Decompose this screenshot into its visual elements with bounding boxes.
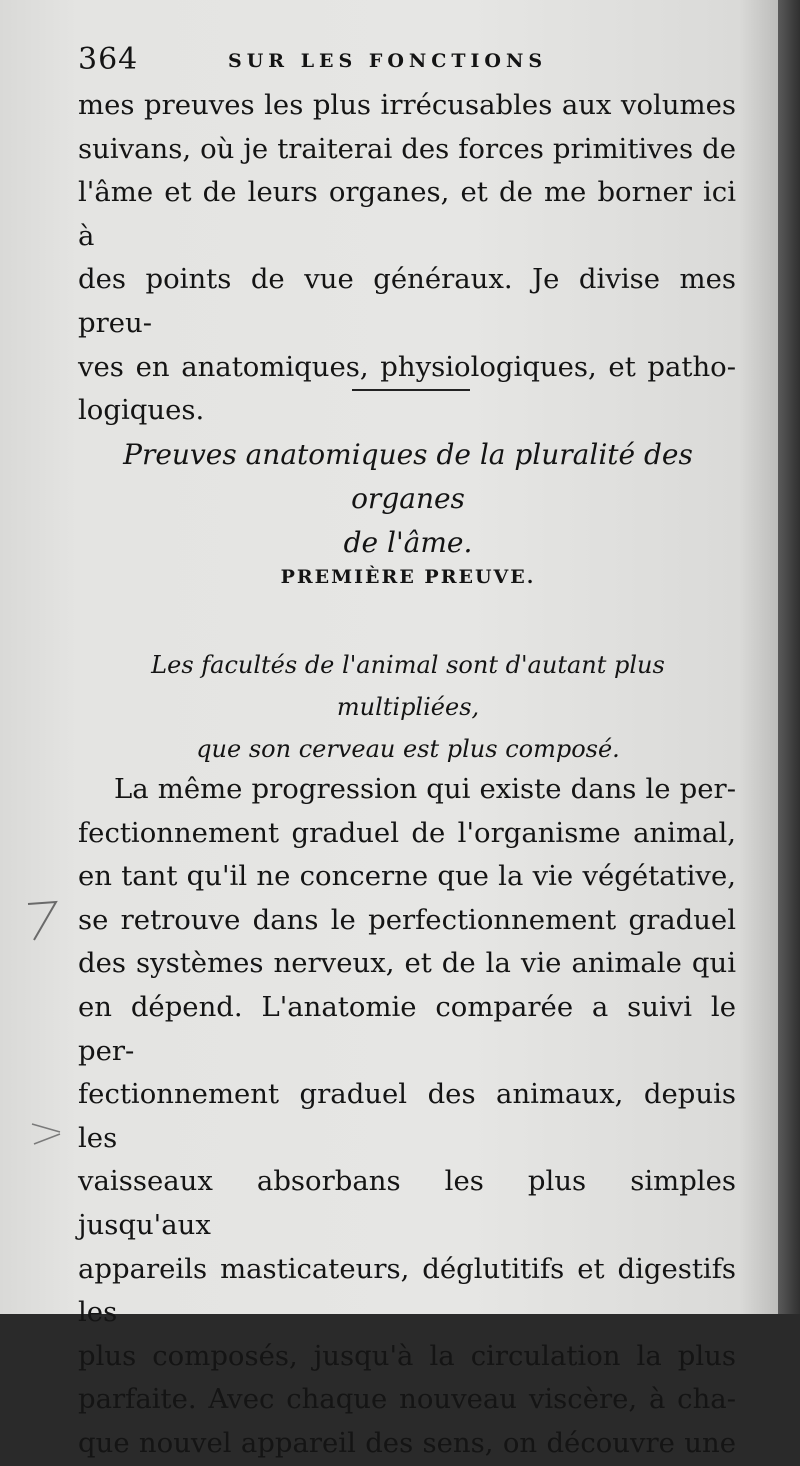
section-divider	[352, 389, 470, 391]
text-line: ves en anatomiques, physiologiques, et patho-	[78, 350, 736, 383]
text-line: mes preuves les plus irrécusables aux volumes	[78, 89, 736, 121]
section-title-line: de l'âme.	[343, 526, 473, 559]
text-line: appareils masticateurs, déglutitifs et digestifs les	[78, 1252, 736, 1329]
text-line: des systèmes nerveux, et de la vie animale qui	[78, 947, 736, 980]
proposition	[78, 644, 738, 770]
text-line: vaisseaux absorbans les plus simples jusqu'aux	[78, 1165, 736, 1241]
pencil-mark-icon	[22, 896, 62, 946]
proposition-line: que son cerveau est plus composé.	[196, 735, 620, 763]
section-title-line: Preuves anatomiques de la pluralité des organes	[123, 438, 693, 515]
text-line: suivans, où je traiterai des forces primitives de	[78, 132, 736, 165]
text-line: l'âme et de leurs organes, et de me borner ici à	[78, 176, 736, 252]
paragraph-1	[78, 84, 736, 433]
pencil-mark-icon	[28, 1118, 64, 1148]
text-line: fectionnement graduel des animaux, depuis les	[78, 1078, 736, 1154]
text-line: se retrouve dans le perfectionnement graduel	[78, 903, 736, 936]
paragraph-2	[78, 768, 736, 1466]
text-line: en dépend. L'anatomie comparée a suivi le per-	[78, 990, 736, 1067]
text-line: que nouvel appareil des sens, on découvre une	[78, 1426, 736, 1459]
section-title	[78, 433, 738, 565]
running-head-title: SUR LES FONCTIONS	[228, 50, 548, 72]
text-line: des points de vue généraux. Je divise mes preu-	[78, 263, 736, 339]
subheading: PREMIÈRE PREUVE.	[280, 566, 536, 588]
text-line: logiques.	[78, 394, 205, 427]
text-line: parfaite. Avec chaque nouveau viscère, à cha-	[78, 1383, 736, 1416]
proposition-line: Les facultés de l'animal sont d'autant plus multipliées,	[151, 651, 665, 721]
text-line: fectionnement graduel de l'organisme animal,	[78, 816, 736, 849]
page-edge	[778, 0, 800, 1314]
running-head	[78, 42, 738, 82]
text-line: plus composés, jusqu'à la circulation la plus	[78, 1339, 736, 1372]
page-number: 364	[78, 42, 139, 77]
text-line: La même progression qui existe dans le per-	[114, 773, 736, 805]
text-line: en tant qu'il ne concerne que la vie végétative,	[78, 860, 736, 893]
